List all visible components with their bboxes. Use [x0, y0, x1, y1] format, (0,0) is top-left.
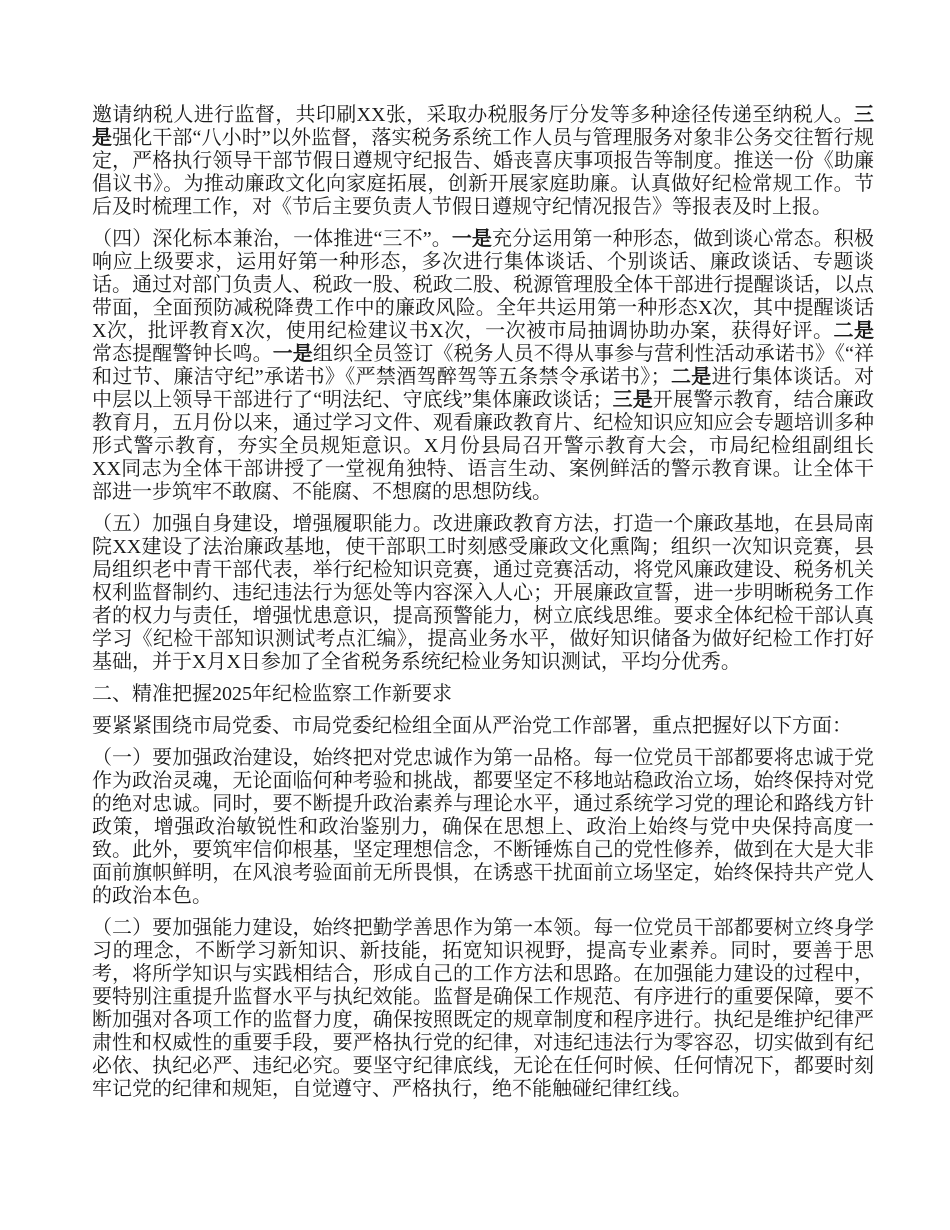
paragraph-section-five — [92, 513, 874, 674]
text-run: 开展警示教育，结合廉政教育月，五月份以来，通过学习文件、观看廉政教育片、纪检知识应知应会专题培训多种形式警示教育，夯实全员规矩意识。X月份县局召开警示教育大会，市局纪检组副组长XX同志为全体干部讲授了一堂视角独特、语言生动、案例鲜活的警示教育课。让全体干部进一步筑牢不敢腐、不能腐、不想腐的思想防线。 — [92, 389, 874, 503]
text-run: （五）加强自身建设，增强履职能力。改进廉政教育方法，打造一个廉政基地，在县局南院XX建设了法治廉政基地，使干部职工时刻感受廉政文化熏陶；组织一次知识竞赛，县局组织老中青干部代表，举行纪检知识竞赛，通过竞赛活动，将党风廉政建设、税务机关权利监督制约、违纪违法行为惩处等内容深入人心；开展廉政宣誓，进一步明晰税务工作者的权力与责任，增强忧患意识，提高预警能力，树立底线思维。要求全体纪检干部认真学习《纪检干部知识测试考点汇编》，提高业务水平，做好知识储备为做好纪检工作打好基础，并于X月X日参加了全省税务系统纪检业务知识测试，平均分优秀。 — [92, 513, 874, 673]
text-run: （四）深化标本兼治，一体推进“三不”。 — [92, 228, 452, 250]
intro-paragraph — [92, 715, 874, 738]
text-run: 常态提醒警钟长鸣。 — [92, 343, 273, 365]
text-run: 强化干部“八小时”以外监督，落实税务系统工作人员与管理服务对象非公务交往暂行规定，严格执行领导干部节假日遵规守纪报告、婚丧喜庆事项报告等制度。推送一份《助廉倡议书》。为推动廉政文化向家庭拓展，创新开展家庭助廉。认真做好纪检常规工作。节后及时梳理工作，对《节后主要负责人节假日遵规守纪情况报告》等报表及时上报。 — [92, 127, 874, 218]
paragraph-point-one — [92, 747, 874, 908]
bold-run: 三是 — [612, 389, 653, 411]
text-run: 进行集体谈话。对中层以上领导干部进行了“明法纪、守底线”集体廉政谈话； — [92, 366, 874, 411]
heading-part-two — [92, 683, 874, 706]
bold-run: 二是 — [670, 366, 712, 388]
text-run: 邀请纳税人进行监督，共印刷XX张，采取办税服务厅分发等多种途径传递至纳税人。 — [92, 104, 854, 126]
paragraph-point-two — [92, 917, 874, 1101]
text-run: 充分运用第一种形态，做到谈心常态。积极响应上级要求，运用好第一种形态，多次进行集体谈话、个别谈话、廉政谈话、专题谈话。通过对部门负责人、税政一股、税政二股、税源管理股全体干部进行提醒谈话，以点带面，全面预防减税降费工作中的廉政风险。全年共运用第一种形态X次，其中提醒谈话X次，批评教育X次，使用纪检建议书X次，一次被市局抽调协助办案，获得好评。 — [92, 228, 875, 342]
bold-run: 一是 — [272, 343, 313, 365]
text-run: 要紧紧围绕市局党委、市局党委纪检组全面从严治党工作部署，重点把握好以下方面： — [92, 715, 852, 737]
bold-run: 三是 — [92, 104, 874, 149]
document-content — [92, 104, 874, 1110]
text-run: （一）要加强政治建设，始终把对党忠诚作为第一品格。每一位党员干部都要将忠诚于党作为政治灵魂，无论面临何种考验和挑战，都要坚定不移地站稳政治立场，始终保持对党的绝对忠诚。同时，要不断提升政治素养与理论水平，通过系统学习党的理论和路线方针政策，增强政治敏锐性和政治鉴别力，确保在思想上、政治上始终与党中央保持高度一致。此外，要筑牢信仰根基，坚定理想信念，不断锤炼自己的党性修养，做到在大是大非面前旗帜鲜明，在风浪考验面前无所畏惧，在诱惑干扰面前立场坚定，始终保持共产党人的政治本色。 — [92, 747, 874, 907]
text-run: （二）要加强能力建设，始终把勤学善思作为第一本领。每一位党员干部都要树立终身学习的理念，不断学习新知识、新技能，拓宽知识视野，提高专业素养。同时，要善于思考，将所学知识与实践相结合，形成自己的工作方法和思路。在加强能力建设的过程中，要特别注重提升监督水平与执纪效能。监督是确保工作规范、有序进行的重要保障，要不断加强对各项工作的监督力度，确保按照既定的规章制度和程序进行。执纪是维护纪律严肃性和权威性的重要手段，要严格执行党的纪律，对违纪违法行为零容忍，切实做到有纪必依、执纪必严、违纪必究。要坚守纪律底线，无论在任何时候、任何情况下，都要时刻牢记党的纪律和规矩，自觉遵守、严格执行，绝不能触碰纪律红线。 — [92, 917, 874, 1100]
bold-run: 一是 — [451, 228, 493, 250]
continuation-paragraph — [92, 104, 874, 219]
text-run: 组织全员签订《税务人员不得从事参与营利性活动承诺书》《“祥和过节、廉洁守纪”承诺书》《严禁酒驾醉驾等五条禁令承诺书》； — [92, 343, 874, 388]
paragraph-section-four — [92, 228, 874, 504]
text-run: 二、精准把握2025年纪检监察工作新要求 — [92, 683, 452, 705]
bold-run: 二是 — [833, 320, 874, 342]
